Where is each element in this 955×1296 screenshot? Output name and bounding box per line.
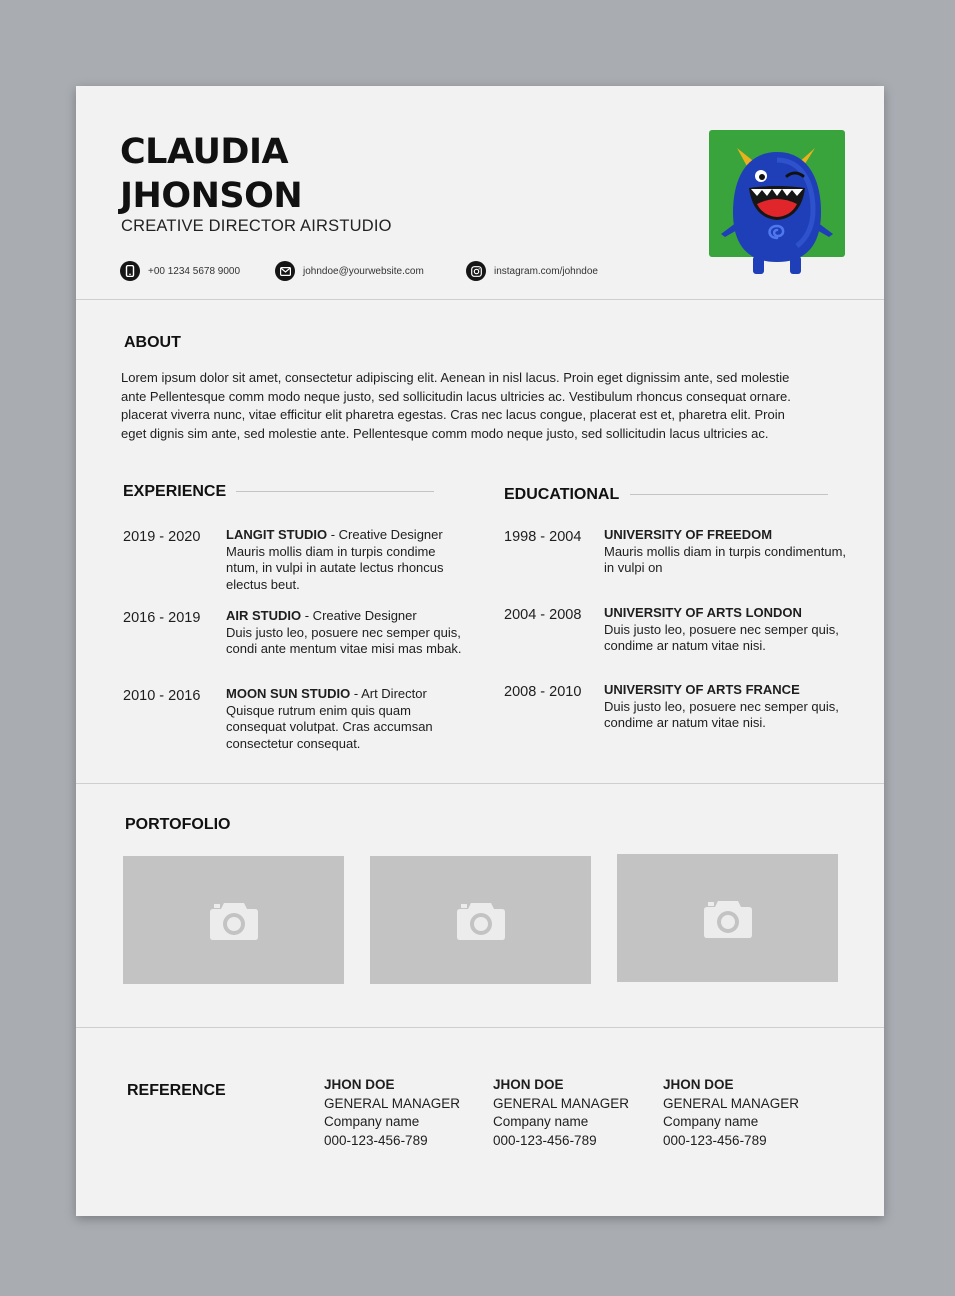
experience-rule	[236, 491, 434, 492]
portfolio-image-placeholder	[370, 856, 591, 984]
education-rule	[630, 494, 828, 495]
reference-company: Company name	[663, 1114, 759, 1129]
experience-description: Mauris mollis diam in turpis condime ntum, in vulpi in autate lectus rhoncus electus beut.	[226, 543, 444, 592]
portfolio-heading: PORTOFOLIO	[125, 816, 231, 833]
instagram-icon	[466, 261, 486, 281]
experience-years: 2019 - 2020	[123, 529, 201, 545]
portfolio-image-placeholder	[617, 854, 838, 982]
reference-name: JHON DOE	[493, 1077, 564, 1092]
reference-item	[663, 1076, 799, 1150]
education-description: Duis justo leo, posuere nec semper quis, condime ar natum vitae nisi.	[604, 621, 839, 653]
education-school: UNIVERSITY OF ARTS FRANCE	[604, 682, 800, 697]
experience-company: MOON SUN STUDIO	[226, 686, 351, 701]
portfolio-image-placeholder	[123, 856, 344, 984]
experience-role: - Art Director	[350, 686, 427, 701]
experience-role: - Creative Designer	[301, 608, 417, 623]
about-heading: ABOUT	[124, 334, 181, 351]
experience-description: Quisque rutrum enim quis quam consequat volutpat. Cras accumsan consectetur consequat.	[226, 702, 433, 751]
contact-instagram	[466, 261, 598, 281]
education-school: UNIVERSITY OF FREEDOM	[604, 527, 773, 542]
experience-years: 2016 - 2019	[123, 610, 201, 626]
education-years: 2004 - 2008	[504, 607, 582, 623]
reference-item	[324, 1076, 460, 1150]
profile-avatar	[709, 130, 845, 278]
reference-heading: REFERENCE	[127, 1082, 226, 1099]
reference-item	[493, 1076, 629, 1150]
resume-page	[76, 86, 884, 1216]
education-school: UNIVERSITY OF ARTS LONDON	[604, 605, 802, 620]
last-name: JHONSON	[120, 176, 303, 216]
about-text: Lorem ipsum dolor sit amet, consectetur adipiscing elit. Aenean in nisl lacus. Proin eget dignissim ante, sed molestie ante Pellentesque comm modo neque justo, sed sollicitudin lacus ultricies ac. Vestibulum rhoncus consequat ornare. placerat viverra nunc, vitae efficitur elit pharetra egestas. Cras nec lacus congue, placerat est et, pharetra elit. Proin eget dignis sim ante, sed molestie ante. Pellentesque comm modo neque justo, sed sollicitudin lacus ultricies ac.	[121, 370, 791, 441]
experience-heading: EXPERIENCE	[123, 483, 227, 500]
reference-phone: 000-123-456-789	[663, 1132, 767, 1148]
reference-company: Company name	[493, 1114, 589, 1129]
camera-icon	[208, 899, 260, 941]
experience-company: LANGIT STUDIO	[226, 527, 328, 542]
section-divider	[76, 1027, 884, 1028]
instagram-text: instagram.com/johndoe	[494, 265, 598, 277]
education-description: Mauris mollis diam in turpis condimentum, in vulpi on	[604, 543, 847, 575]
contact-email	[275, 261, 424, 281]
experience-company: AIR STUDIO	[226, 608, 302, 623]
section-divider	[76, 783, 884, 784]
reference-position: GENERAL MANAGER	[324, 1095, 461, 1111]
education-description: Duis justo leo, posuere nec semper quis, condime ar natum vitae nisi.	[604, 698, 839, 730]
experience-role: - Creative Designer	[327, 527, 443, 542]
reference-company: Company name	[324, 1114, 420, 1129]
header-divider	[76, 299, 884, 300]
reference-phone: 000-123-456-789	[493, 1132, 597, 1148]
education-years: 2008 - 2010	[504, 684, 582, 700]
reference-name: JHON DOE	[663, 1077, 734, 1092]
experience-years: 2010 - 2016	[123, 688, 201, 704]
reference-position: GENERAL MANAGER	[493, 1095, 630, 1111]
contact-phone	[120, 261, 240, 281]
phone-text: +00 1234 5678 9000	[148, 265, 241, 277]
reference-phone: 000-123-456-789	[324, 1132, 428, 1148]
camera-icon	[455, 899, 507, 941]
camera-icon	[702, 897, 754, 939]
experience-description: Duis justo leo, posuere nec semper quis, condi ante mentum vitae misi mas mbak.	[226, 624, 462, 656]
candidate-name	[120, 130, 302, 218]
reference-position: GENERAL MANAGER	[663, 1095, 800, 1111]
education-years: 1998 - 2004	[504, 529, 582, 545]
phone-icon	[120, 261, 140, 281]
envelope-icon	[275, 261, 295, 281]
job-title: CREATIVE DIRECTOR AIRSTUDIO	[121, 217, 392, 235]
education-heading: EDUCATIONAL	[504, 486, 620, 503]
reference-name: JHON DOE	[324, 1077, 395, 1092]
first-name: CLAUDIA	[120, 132, 289, 172]
email-text: johndoe@yourwebsite.com	[303, 265, 424, 277]
